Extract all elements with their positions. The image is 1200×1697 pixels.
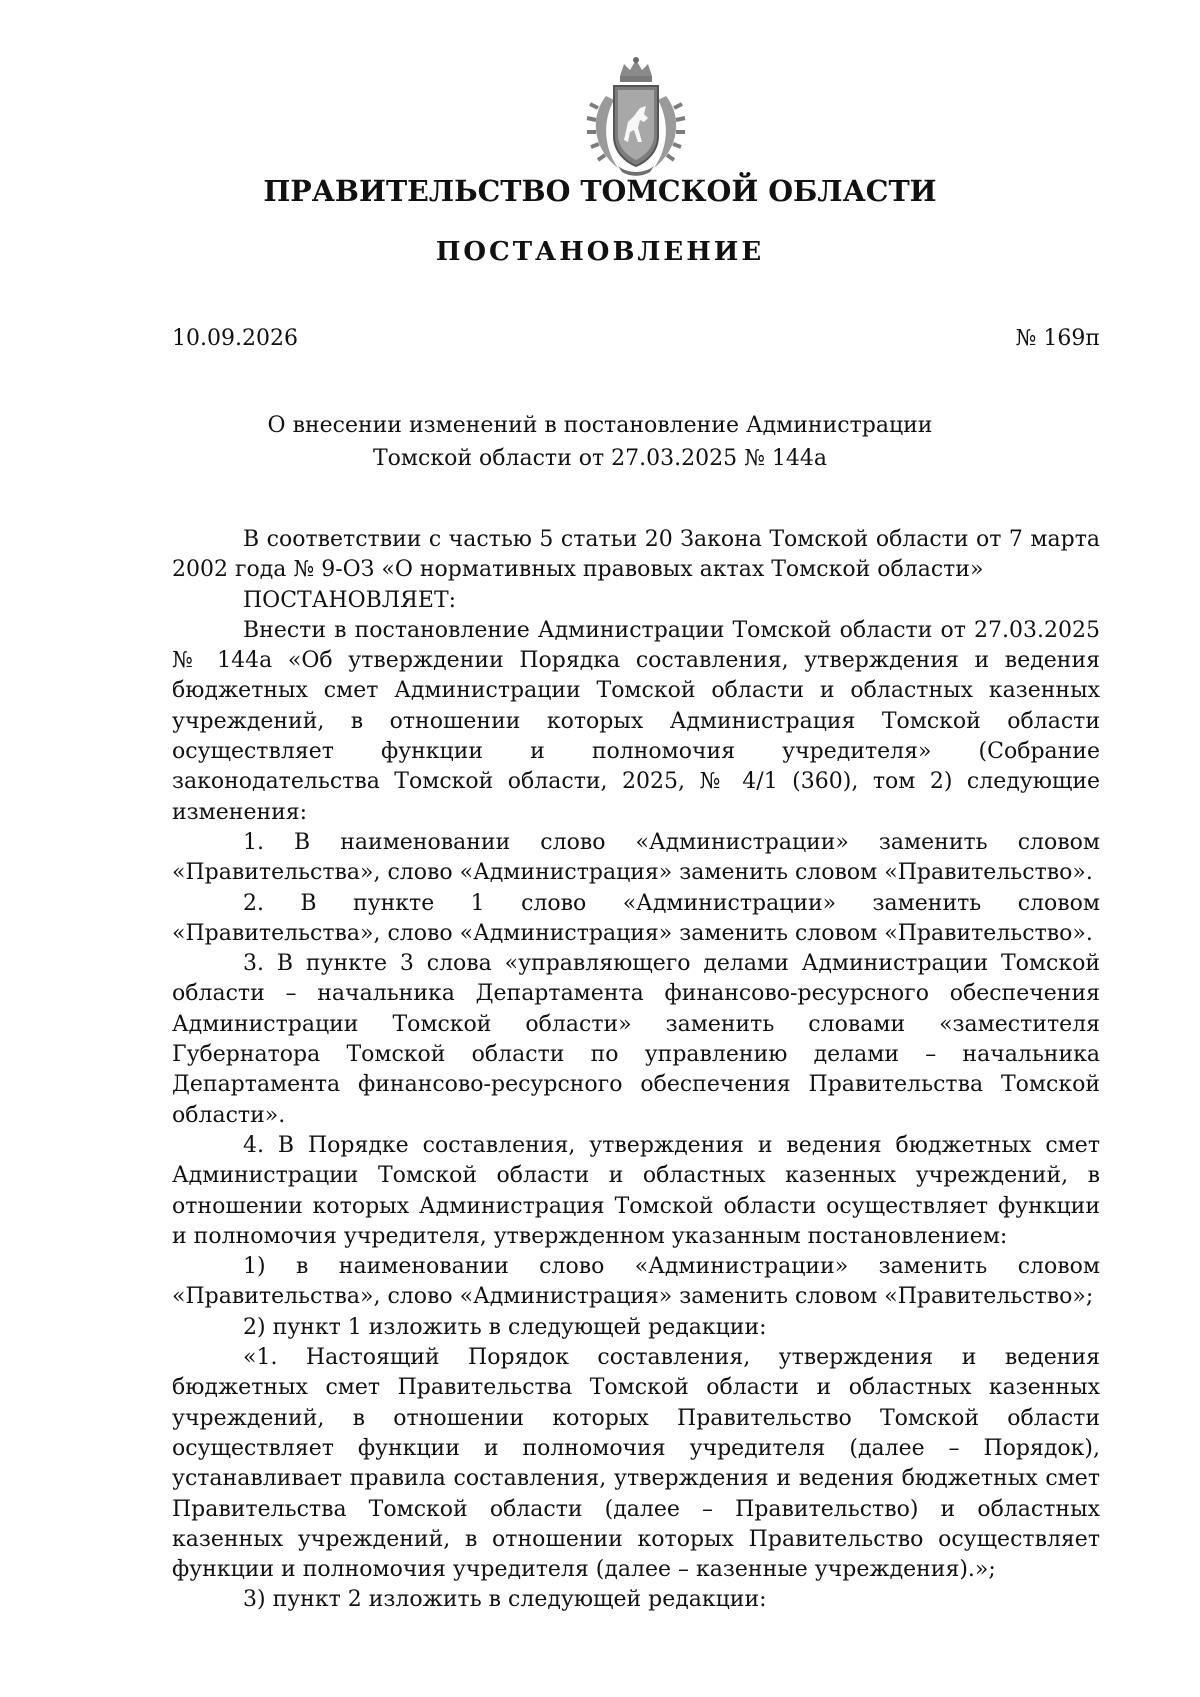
document-subject [0,409,1200,475]
paragraph-preamble: В соответствии с частью 5 статьи 20 Закона Томской области от 7 марта 2002 года № 9-ОЗ «О нормативных правовых актах Томской области» [172,527,1100,583]
paragraph-item-2: 2. В пункте 1 слово «Администрации» заменить словом «Правительства», слово «Администрация» заменить словом «Правительство». [172,890,1100,946]
document-number: № 169п [1015,326,1100,351]
subject-line-1: О внесении изменений в постановление Администрации [267,413,933,438]
subject-line-2: Томской области от 27.03.2025 № 144а [372,446,828,471]
document-date: 10.09.2026 [172,326,298,351]
document-body [172,525,1100,1616]
coat-of-arms-icon [584,56,688,178]
paragraph-subitem-2: 2) пункт 1 изложить в следующей редакции: [243,1314,767,1340]
paragraph-item-4: 4. В Порядке составления, утверждения и ведения бюджетных смет Администрации Томской области и областных казенных учреждений, в отношении которых Администрация Томской области осуществляет функции и полномочия учредителя, утвержденном указанным постановлением: [172,1132,1100,1249]
paragraph-subitem-1: 1) в наименовании слово «Администрации» заменить словом «Правительства», слово «Администрация» заменить словом «Правительство»; [172,1254,1100,1310]
organization-title: ПРАВИТЕЛЬСТВО ТОМСКОЙ ОБЛАСТИ [263,174,937,208]
paragraph-item-3: 3. В пункте 3 слова «управляющего делами Администрации Томской области – начальника Департамента финансово-ресурсного обеспечения Администрации Томской области» заменить словами «заместителя Губернатора Томской области по управлению делами – начальника Департамента финансово-ресурсного обеспечения Правительства Томской области». [172,951,1100,1128]
paragraph-item-1: 1. В наименовании слово «Администрации» заменить словом «Правительства», слово «Администрация» заменить словом «Правительство». [172,829,1100,886]
document-type: ПОСТАНОВЛЕНИЕ [435,237,765,267]
paragraph-resolves: ПОСТАНОВЛЯЕТ: [243,587,457,613]
paragraph-amend-intro: Внести в постановление Администрации Томской области от 27.03.2025 № 144а «Об утверждении Порядка составления, утверждения и ведения бюджетных смет Администрации Томской области и областных казенных учреждений, в отношении которых Администрация Томской области осуществляет функции и полномочия учредителя» (Собрание законодательства Томской области, 2025, № 4/1 (360), том 2) следующие изменения: [172,617,1100,825]
paragraph-subitem-3: 3) пункт 2 изложить в следующей редакции: [243,1587,767,1613]
paragraph-new-clause-1: «1. Настоящий Порядок составления, утверждения и ведения бюджетных смет Правительства Томской области и областных казенных учреждений, в отношении которых Правительство Томской области осуществляет функции и полномочия учредителя (далее – Порядок), устанавливает правила составления, утверждения и ведения бюджетных смет Правительства Томской области (далее – Правительство) и областных казенных учреждений, в отношении которых Правительство осуществляет функции и полномочия учредителя (далее – казенные учреждения).»; [172,1345,1100,1583]
